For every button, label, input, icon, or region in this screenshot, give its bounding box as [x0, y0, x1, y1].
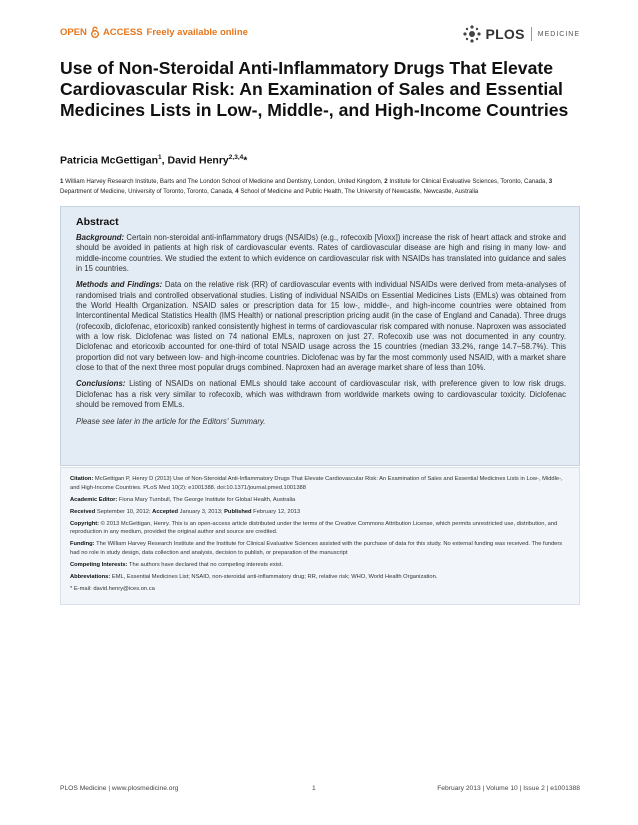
abbreviations-label: Abbreviations: [70, 573, 111, 580]
copyright-text: © 2013 McGettigan, Henry. This is an open-access article distributed under the terms of the Creative Commons Attribution License, which permits unrestricted use, distribution, and reproduction in any medium, provided the original author and source are credited. [70, 520, 558, 536]
abstract-heading: Abstract [76, 216, 119, 228]
affiliation-number: 1 [60, 178, 64, 185]
abstract-background [76, 233, 566, 274]
footer-journal-site[interactable]: PLOS Medicine | www.plosmedicine.org [60, 785, 179, 792]
conclusions-text: Listing of NSAIDs on national EMLs should take account of cardiovascular risk, with preference given to low risk drugs. Diclofenac has a risk very similar to rofecoxib, which was withdrawn from worldwide markets owing to cardiovascular toxicity. Diclofenac should be removed from EMLs. [76, 379, 566, 410]
article-info-box [60, 467, 580, 605]
published-label: Published [224, 508, 252, 515]
copyright-label: Copyright: [70, 520, 100, 527]
publication-dates [70, 508, 572, 517]
copyright [70, 520, 572, 537]
methods-label: Methods and Findings: [76, 280, 163, 290]
abstract-conclusions [76, 379, 566, 410]
background-label: Background: [76, 233, 125, 242]
received-date: September 10, 2012; [95, 508, 153, 515]
affiliation-text: Department of Medicine, University of Toronto, Toronto, Canada, [60, 188, 236, 195]
conclusions-label: Conclusions: [76, 379, 126, 389]
plos-wordmark: PLOS [485, 26, 525, 42]
funding-text: The William Harvey Research Institute and the Institute for Clinical Evaluative Sciences assisted with the purchase of data for this study. No external funding was received. The funders had no role in study design, data collection and analysis, decision to publish, or preparation of the manuscript [70, 541, 563, 556]
abbreviations [70, 573, 572, 582]
funding-label: Funding: [70, 541, 95, 548]
abstract-box [60, 206, 580, 466]
affiliation-ref: 1 [158, 154, 162, 161]
interests-label: Competing Interests: [70, 561, 128, 568]
author-list [60, 154, 247, 167]
affiliation-ref: 2,3,4 [228, 154, 244, 161]
competing-interests [70, 561, 572, 570]
author-separator: , [161, 154, 168, 167]
footer-issue-info: February 2013 | Volume 10 | Issue 2 | e1001388 [437, 785, 580, 792]
editors-summary-note: Please see later in the article for the Editors' Summary. [76, 416, 266, 426]
article-title: Use of Non-Steroidal Anti-Inflammatory Drugs That Elevate Cardiovascular Risk: An Examination of Sales and Essential Medicines Lists in Low-, Middle-, and High-Income Countries [60, 58, 569, 120]
open-access-badge[interactable] [60, 26, 248, 38]
background-text: Certain non-steroidal anti-inflammatory drugs (NSAIDs) (e.g., rofecoxib [Vioxx]) increase the risk of heart attack and stroke and should be avoided in patients at high risk of cardiovascular events. Rates of cardiovascular disease are high and rising in many low- and middle-income countries. We studied the extent to which evidence on cardiovascular risk with NSAIDs has translated into guidance and sales in 15 countries. [76, 233, 566, 274]
contact-email[interactable]: * E-mail: david.henry@ices.on.ca [70, 585, 155, 592]
accepted-date: January 3, 2013; [178, 508, 225, 515]
affiliation-number: 4 [235, 188, 239, 195]
plos-logo-icon [462, 24, 482, 44]
academic-editor [70, 496, 572, 505]
journal-name: MEDICINE [537, 30, 580, 38]
open-label: OPEN [60, 26, 87, 38]
logo-divider [531, 27, 532, 41]
author-name[interactable]: David Henry [167, 154, 229, 167]
affiliations [60, 177, 580, 197]
editor-text: Fiona Mary Turnbull, The George Institute for Global Health, Australia [117, 496, 296, 503]
affiliation-number: 3 [548, 178, 553, 185]
abbreviations-text: EML, Essential Medicines List; NSAID, non-steroidal anti-inflammatory drug; RR, relative risk; WHO, World Health Organization. [110, 573, 438, 580]
methods-text: Data on the relative risk (RR) of cardiovascular events with individual NSAIDs were derived from meta-analyses of randomised trials and controlled observational studies. Listing of individual NSAIDs on Essential Medicines Lists (EMLs) was obtained from the World Health Organization. NSAID sales or prescription data for 15 low-, middle-, and high-income countries were obtained from Intercontinental Medical Statistics Health (IMS Health) or national prescription pricing audit (in the case of England and Canada). Three drugs (rofecoxib, diclofenac, etoricoxib) ranked consistently highest in terms of cardiovascular risk compared with nonuse. Naproxen was associated with a low risk. Diclofenac was listed on 74 national EMLs, naproxen on just 27. Rofecoxib use was not documented in any country. Diclofenac and etoricoxib accounted for one-third of total NSAID usage across the 15 countries (median 33.2%, range 14.7–58.7%). This proportion did not vary between low- and high-income countries. Diclofenac was by far the most commonly used NSAID, with a market share close to that of the next three most popular drugs combined. Naproxen had an average market share of less than 10%. [76, 280, 566, 373]
accepted-label: Accepted [152, 508, 179, 515]
access-label: ACCESS [102, 26, 143, 38]
interests-text: The authors have declared that no competing interests exist. [127, 561, 284, 568]
page-number: 1 [312, 785, 316, 792]
affiliation-text: Institute for Clinical Evaluative Sciences, Toronto, Canada, [387, 178, 549, 185]
author-name[interactable]: Patricia McGettigan [60, 154, 159, 167]
received-label: Received [70, 508, 96, 515]
published-date: February 12, 2013 [251, 508, 301, 515]
editor-label: Academic Editor: [70, 496, 118, 503]
citation [70, 475, 572, 492]
affiliation-number: 2 [384, 178, 388, 185]
corresponding-mark: * [243, 154, 248, 167]
journal-header [60, 24, 580, 44]
free-available-text: Freely available online [146, 26, 248, 38]
affiliation-text: William Harvey Research Institute, Barts and The London School of Medicine and Dentistry, London, United Kingdom, [63, 178, 385, 185]
funding [70, 540, 572, 557]
abstract-methods [76, 280, 566, 373]
plos-medicine-logo[interactable] [462, 24, 580, 44]
open-lock-icon [90, 26, 100, 38]
page-footer [60, 785, 580, 797]
citation-label: Citation: [70, 476, 94, 482]
affiliation-text: School of Medicine and Public Health, The University of Newcastle, Newcastle, Australia [238, 188, 479, 195]
citation-text[interactable]: McGettigan P, Henry D (2013) Use of Non-Steroidal Anti-Inflammatory Drugs That Elevate Cardiovascular Risk: An Examination of Sales and Essential Medicines Lists in Low-, Middle-, and High-Income Countries. PLoS Med 10(2): e1001388. doi:10.1371/journal.pmed.1001388 [70, 476, 563, 491]
